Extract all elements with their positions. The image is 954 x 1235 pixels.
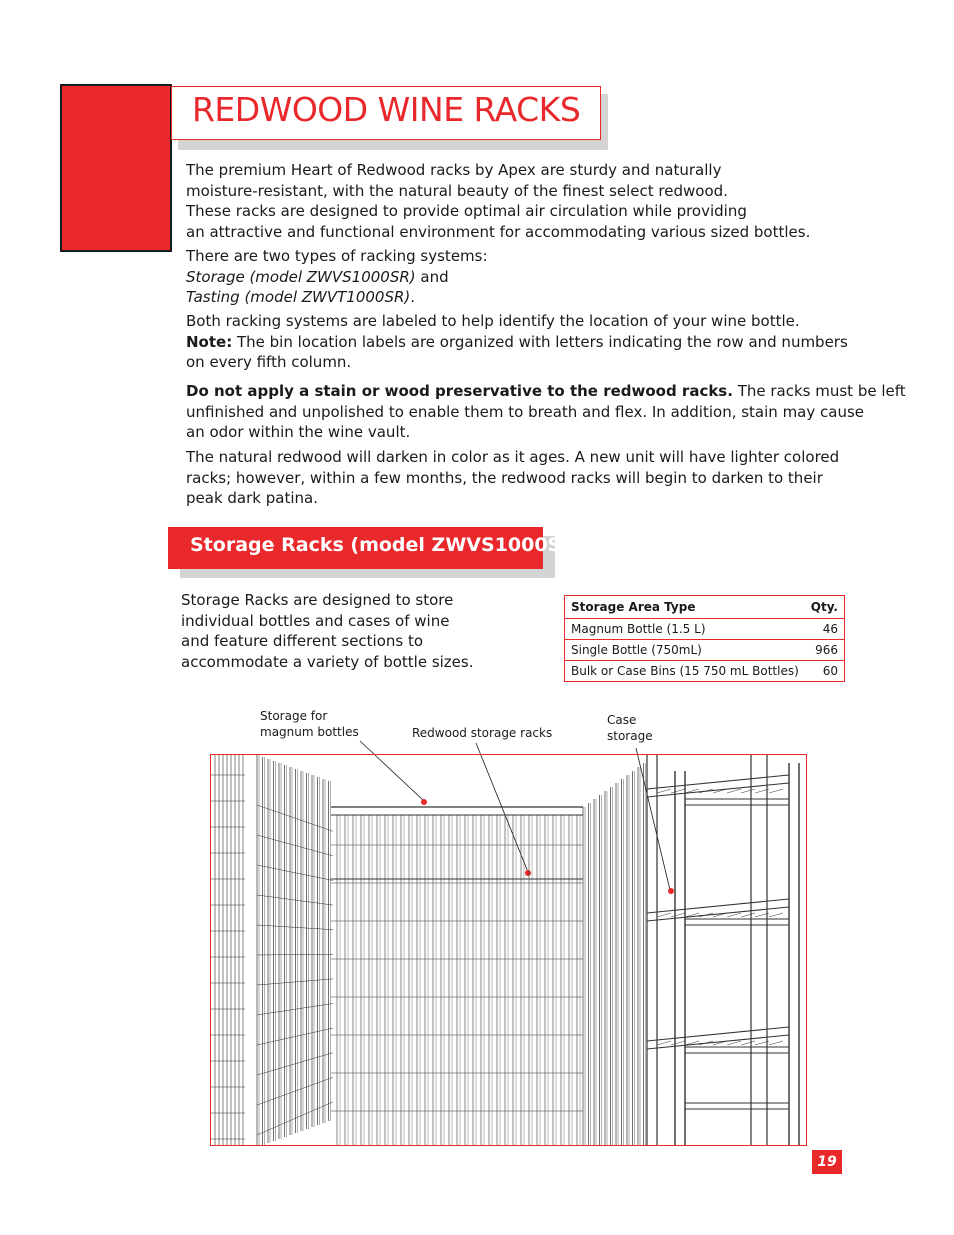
warning-paragraph: Do not apply a stain or wood preservative to the redwood racks. The racks must be left unfinished and unpolished to enable them to breath and flex. In addition, stain may cause an odor within the wine vault. — [186, 382, 906, 441]
page-title: REDWOOD WINE RACKS — [192, 90, 581, 129]
table-header-row: Storage Area Type Qty. — [565, 596, 845, 619]
callout-case: Case storage — [607, 713, 653, 743]
callout-racks: Redwood storage racks — [412, 726, 553, 740]
intro-paragraph: The premium Heart of Redwood racks by Apex are sturdy and naturally moisture-resistant, with the natural beauty of the finest select redwood. These racks are designed to provide optimal air circulation while providing an attractive and functional environment for accommodating various sized bottles. — [186, 161, 811, 241]
table-row: Bulk or Case Bins (15 750 mL Bottles) 60 — [571, 664, 838, 678]
wine-vault-illustration — [210, 754, 807, 1146]
rack-drawing — [211, 755, 807, 1146]
darken-paragraph: The natural redwood will darken in color as it ages. A new unit will have lighter colored racks; however, within a few months, the redwood racks will begin to darken to their peak dark patina. — [186, 448, 840, 507]
callout-magnum: Storage for magnum bottles — [260, 709, 359, 739]
racking-types-paragraph: There are two types of racking systems: Storage (model ZWVS1000SR) and Tasting (model ZWVT1000SR). — [186, 247, 488, 306]
table-row: Magnum Bottle (1.5 L) 46 — [565, 619, 845, 640]
note-label: Note: — [186, 332, 233, 351]
tasting-model: Tasting (model ZWVT1000SR) — [186, 288, 411, 306]
warning-bold: Do not apply a stain or wood preservative to the redwood racks. — [186, 382, 733, 400]
storage-model: Storage (model ZWVS1000SR) — [186, 267, 416, 286]
section-title: Storage Racks (model ZWVS1000SR) — [190, 534, 585, 556]
storage-intro: Storage Racks are designed to store individual bottles and cases of wine and feature different sections to accommodate a variety of bottle sizes. — [181, 591, 474, 671]
table-row: Single Bottle (750mL) 966 — [565, 640, 845, 661]
page-number: 19 — [812, 1150, 842, 1174]
labels-paragraph: Both racking systems are labeled to help identify the location of your wine bottle. Note: The bin location labels are organized with letters indicating the row and numbers on every fifth column. — [186, 312, 848, 371]
